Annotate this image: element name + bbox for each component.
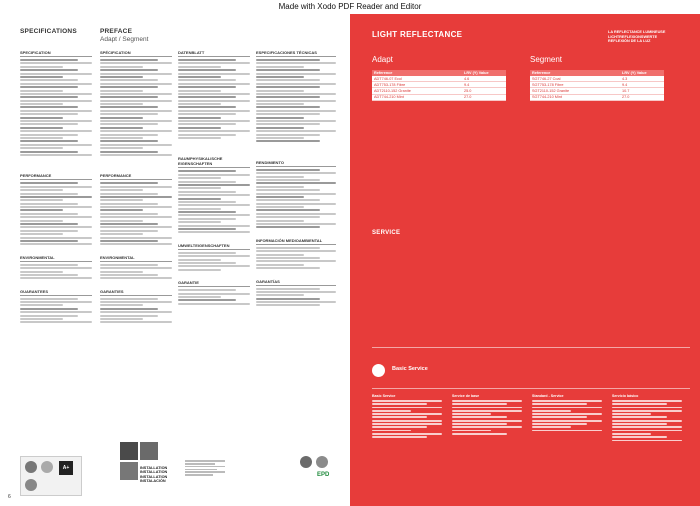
service-column-heading: Standard - Service bbox=[532, 394, 564, 398]
column-header: LRV (Y) Value bbox=[620, 70, 664, 76]
page-number: 6 bbox=[8, 494, 11, 500]
service-column-es bbox=[612, 394, 682, 443]
service-column-heading: Basic Service bbox=[372, 394, 396, 398]
certification-notes bbox=[185, 459, 245, 477]
section-heading: DATENBLATT bbox=[178, 50, 250, 57]
energy-rating-badge: A+ bbox=[59, 461, 73, 475]
table-row: ADT753-178 Fibre 9.4 bbox=[372, 82, 506, 88]
table-row: ADT744-210 Mint 27.0 bbox=[372, 94, 506, 100]
table-row: SGT744-210 Mint 27.0 bbox=[530, 94, 664, 100]
service-column-fr bbox=[452, 394, 522, 436]
service-column-heading: Servicio básico bbox=[612, 394, 639, 398]
table-row: ADT2110-152 Granite 25.0 bbox=[372, 88, 506, 94]
installation-icon bbox=[120, 462, 138, 480]
basic-service-label: Basic Service bbox=[392, 366, 428, 372]
lrv-table-segment bbox=[530, 70, 664, 101]
section-heading: SPECIFICATION bbox=[20, 50, 92, 57]
right-page bbox=[350, 14, 700, 506]
table-title-adapt: Adapt bbox=[372, 55, 393, 64]
certification-icon bbox=[25, 461, 37, 473]
certification-icon bbox=[41, 461, 53, 473]
spec-column-es bbox=[256, 50, 336, 308]
column-header: Reference bbox=[530, 70, 620, 76]
section-heading: GUARANTEES bbox=[20, 289, 92, 296]
table-row: ADT746-07 Ecol 4.6 bbox=[372, 76, 506, 82]
left-page bbox=[0, 14, 350, 506]
certification-icon bbox=[300, 456, 312, 468]
epd-logo: EPD bbox=[317, 472, 330, 478]
page-title-preface: PREFACE bbox=[100, 28, 133, 35]
section-heading: PERFORMANCE bbox=[100, 173, 172, 180]
pdf-reader-banner: Made with Xodo PDF Reader and Editor bbox=[0, 0, 700, 14]
table-row: SGT2110-152 Granite 10.7 bbox=[530, 88, 664, 94]
page-title-specifications: SPECIFICATIONS bbox=[20, 28, 77, 35]
section-heading: UMWELTEIGENSCHAFTEN bbox=[178, 243, 250, 250]
installation-icon bbox=[120, 442, 138, 460]
section-heading: ENVIRONMENTAL bbox=[20, 255, 92, 262]
certification-box bbox=[20, 456, 82, 496]
service-column-heading: Service de base bbox=[452, 394, 480, 398]
light-reflectance-title: LIGHT REFLECTANCE bbox=[372, 30, 463, 39]
certification-icon bbox=[316, 456, 328, 468]
section-heading: PERFORMANCE bbox=[20, 173, 92, 180]
section-heading: RAUMPHYSIKALISCHE EIGENSCHAFTEN bbox=[178, 156, 250, 168]
section-heading: GARANTIES bbox=[100, 289, 172, 296]
table-title-segment: Segment bbox=[530, 55, 563, 64]
divider bbox=[372, 388, 690, 389]
section-heading: RENDIMIENTO bbox=[256, 160, 336, 167]
spec-column-fr bbox=[100, 50, 172, 325]
table-row: SGT753-178 Fibre 9.4 bbox=[530, 82, 664, 88]
table-row: SGT746-27 Coal 4.3 bbox=[530, 76, 664, 82]
certification-icon bbox=[25, 479, 37, 491]
page-subtitle: Adapt / Segment bbox=[100, 36, 149, 43]
column-header: Reference bbox=[372, 70, 462, 76]
section-heading: ENVIRONMENTAL bbox=[100, 255, 172, 262]
divider bbox=[372, 347, 690, 348]
spec-column-de bbox=[178, 50, 250, 306]
section-heading: ESPECIFICACIONES TÉCNICAS bbox=[256, 50, 336, 57]
spec-column-en bbox=[20, 50, 92, 325]
lrv-table-adapt bbox=[372, 70, 506, 101]
service-column-de bbox=[532, 394, 602, 433]
column-header: LRV (Y) Value bbox=[462, 70, 506, 76]
basic-service-icon bbox=[372, 364, 385, 377]
installation-label: INSTALLATION INSTALLATION INSTALLATION INSTALACIÓN bbox=[140, 466, 168, 484]
light-reflectance-subtitle: LA REFLECTANCE LUMINEUSE LICHTREFLEXIONSWERTE REFLEXIÓN DE LA LUZ bbox=[608, 30, 666, 44]
service-title: SERVICE bbox=[372, 230, 401, 236]
service-column-en bbox=[372, 394, 442, 440]
section-heading: SPÉCIFICATION bbox=[100, 50, 172, 57]
installation-icon bbox=[140, 442, 158, 460]
section-heading: INFORMACIÓN MEDIOAMBIENTAL bbox=[256, 238, 336, 245]
section-heading: GARANTIE bbox=[178, 280, 250, 287]
section-heading: GARANTÍAS bbox=[256, 279, 336, 286]
